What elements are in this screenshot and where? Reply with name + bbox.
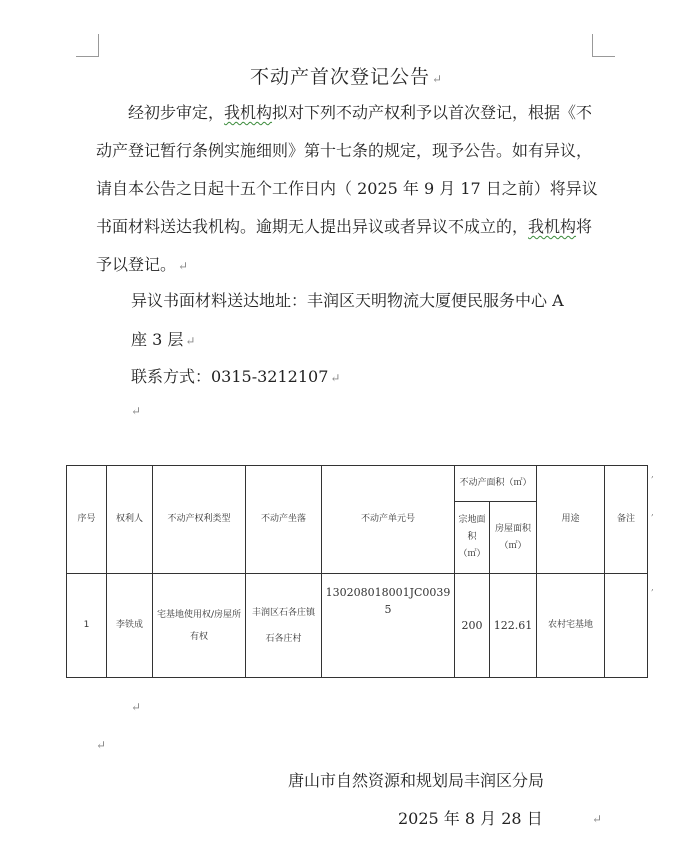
cell-unit-no: 130208018001JC00395 — [322, 574, 455, 678]
header-area-group: 不动产面积（㎡） — [455, 466, 537, 502]
paragraph-mark-icon: ↵ — [96, 738, 107, 752]
crop-mark-top-right — [592, 34, 615, 57]
header-use: 用途 — [537, 466, 605, 574]
cell-location: 丰润区石各庄镇石各庄村 — [246, 574, 322, 678]
row-end-mark: , — [651, 508, 654, 518]
header-right-type: 不动产权利类型 — [153, 466, 246, 574]
objection-address-line1: 异议书面材料送达地址：丰润区天明物流大厦便民服务中心 A — [131, 291, 564, 310]
crop-mark-top-left — [76, 34, 99, 57]
issuing-organization: 唐山市自然资源和规划局丰润区分局 — [288, 771, 545, 790]
header-house-area: 房屋面积（㎡） — [490, 502, 537, 574]
cell-remark — [605, 574, 648, 678]
objection-address-line2: 座 3 层 ↵ — [131, 330, 196, 349]
header-land-area: 宗地面积（㎡） — [455, 502, 490, 574]
empty-paragraph — [129, 400, 141, 419]
cell-seq: 1 — [67, 574, 107, 678]
issue-date: 2025 年 8 月 28 日 — [398, 809, 543, 828]
header-seq: 序号 — [67, 466, 107, 574]
header-unit-no: 不动产单元号 — [322, 466, 455, 574]
cell-house-area: 122.61 — [490, 574, 537, 678]
empty-paragraph — [129, 696, 141, 715]
empty-paragraph — [94, 734, 106, 753]
paragraph-mark-icon: ↵ — [431, 72, 444, 86]
paragraph-mark-icon: ↵ — [178, 259, 189, 273]
cell-holder: 李铁成 — [107, 574, 153, 678]
registration-table — [66, 465, 648, 678]
row-end-mark: , — [651, 583, 654, 593]
header-location: 不动产坐落 — [246, 466, 322, 574]
cell-land-area: 200 — [455, 574, 490, 678]
document-title: 不动产首次登记公告 ↵ — [249, 66, 444, 88]
paragraph-mark-icon: ↵ — [592, 812, 603, 826]
spellcheck-underline: 我机构 — [528, 217, 577, 236]
paragraph-mark-icon: ↵ — [330, 371, 341, 385]
cell-right-type: 宅基地使用权/房屋所有权 — [153, 574, 246, 678]
cell-use: 农村宅基地 — [537, 574, 605, 678]
header-remark: 备注 — [605, 466, 648, 574]
paragraph-mark-icon: ↵ — [131, 700, 142, 714]
announcement-paragraph: 经初步审定，我机构拟对下列不动产权利予以首次登记，根据《不动产登记暂行条例实施细则》第十七条的规定，现予公告。如有异议，请自本公告之日起十五个工作日内（ 2025 年 9 月 17 日之前）将异议书面材料送达我机构。逾期无人提出异议或者异议不成立的，我机构将予以登记。 ↵ — [96, 103, 598, 274]
row-end-mark: , — [651, 470, 654, 480]
paragraph-mark-icon: ↵ — [185, 334, 196, 348]
contact-line: 联系方式：0315-3212107 ↵ — [131, 367, 341, 386]
table-row — [67, 574, 648, 678]
spellcheck-underline: 我机构 — [224, 103, 273, 122]
paragraph-mark-icon: ↵ — [131, 404, 142, 418]
header-holder: 权利人 — [107, 466, 153, 574]
